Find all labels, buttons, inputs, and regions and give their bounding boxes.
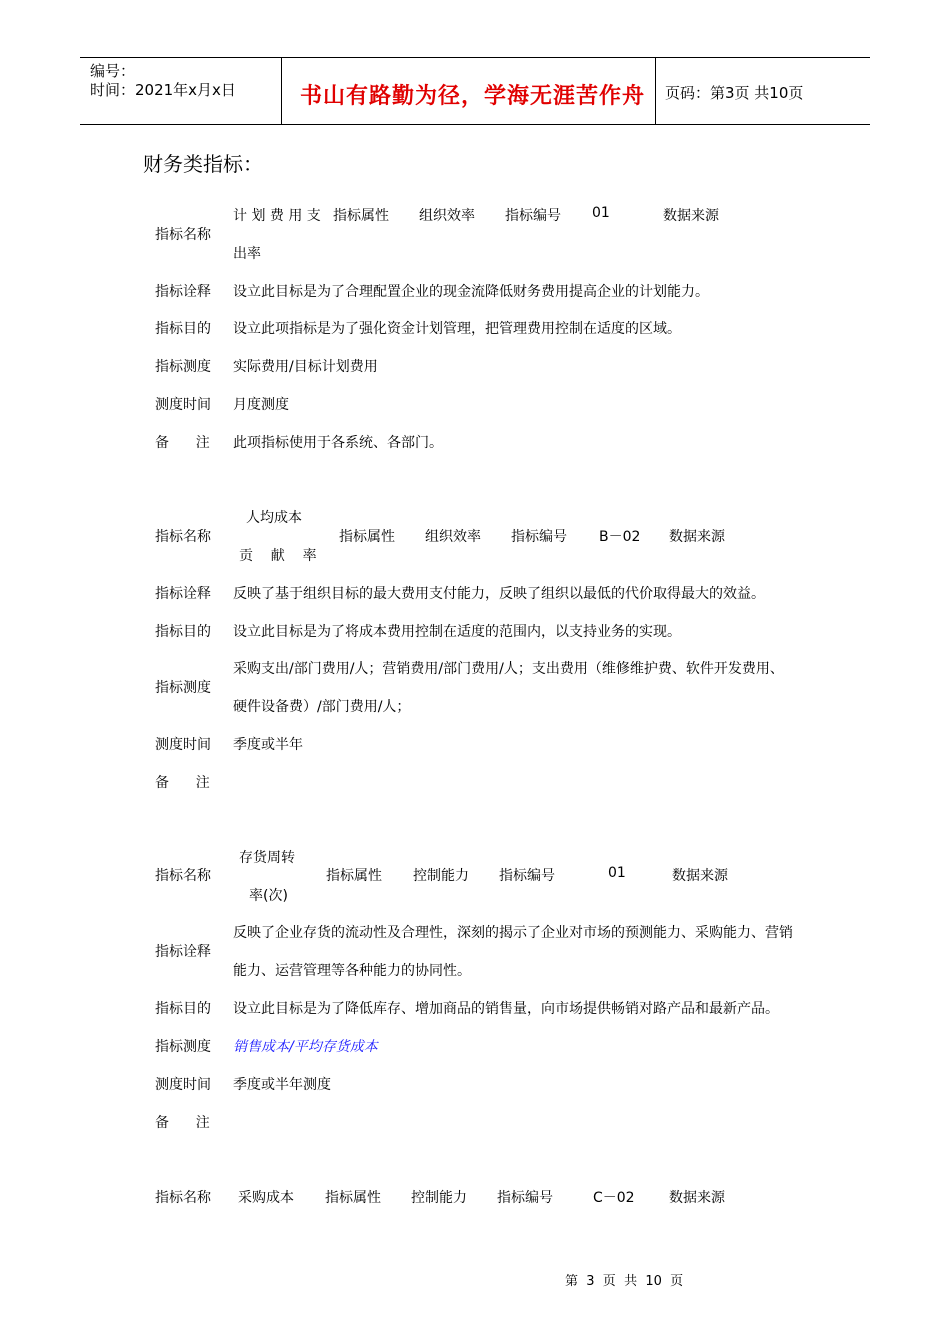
block4-name-label: 指标名称 — [155, 1190, 211, 1206]
block4-attr-label: 指标属性 — [325, 1190, 381, 1206]
block3-note-label: 备 注 — [155, 1115, 210, 1131]
header-time-label: 时间：2021年x月x日 — [90, 81, 236, 99]
block2-measure-value-line2: 硬件设备费）/部门费用/人； — [233, 699, 411, 715]
block2-measure-value-line1: 采购支出/部门费用/人；营销费用/部门费用/人；支出费用（维修维护费、软件开发费用、 — [233, 661, 784, 677]
header-bottom-rule — [80, 124, 870, 125]
block1-note-label: 备 注 — [155, 435, 210, 451]
block2-attr-label: 指标属性 — [339, 529, 395, 545]
block2-purpose-label: 指标目的 — [155, 624, 211, 640]
block3-code-value: 01 — [608, 865, 626, 881]
block2-name-label: 指标名称 — [155, 529, 211, 545]
block1-time-label: 测度时间 — [155, 397, 211, 413]
block1-measure-label: 指标测度 — [155, 359, 211, 375]
block3-time-label: 测度时间 — [155, 1077, 211, 1093]
block2-note-label: 备 注 — [155, 775, 210, 791]
block3-measure-link[interactable]: 销售成本/平均存货成本 — [233, 1039, 378, 1055]
block1-measure-value: 实际费用/目标计划费用 — [233, 359, 378, 375]
block3-source-label: 数据来源 — [672, 868, 728, 884]
block1-purpose-value: 设立此项指标是为了强化资金计划管理，把管理费用控制在适度的区域。 — [233, 321, 681, 337]
block2-code-label: 指标编号 — [511, 529, 567, 545]
block3-name-label: 指标名称 — [155, 868, 211, 884]
block4-source-label: 数据来源 — [669, 1190, 725, 1206]
header-number-label: 编号： — [90, 62, 136, 80]
block2-time-value: 季度或半年 — [233, 737, 303, 753]
block3-purpose-label: 指标目的 — [155, 1001, 211, 1017]
block1-time-value: 月度测度 — [233, 397, 289, 413]
header-page-label: 页码：第3页 共10页 — [665, 84, 804, 102]
block2-source-label: 数据来源 — [669, 529, 725, 545]
header-top-rule — [80, 57, 870, 58]
header-divider-2 — [655, 57, 656, 125]
block4-name-value: 采购成本 — [238, 1190, 294, 1206]
block2-attr-value: 组织效率 — [425, 529, 481, 545]
block1-code-label: 指标编号 — [505, 208, 561, 224]
block2-explain-label: 指标诠释 — [155, 586, 211, 602]
block3-purpose-value: 设立此目标是为了降低库存、增加商品的销售量，向市场提供畅销对路产品和最新产品。 — [233, 1001, 779, 1017]
block3-explain-label: 指标诠释 — [155, 944, 211, 960]
block1-attr-label: 指标属性 — [333, 208, 389, 224]
block3-measure-label: 指标测度 — [155, 1039, 211, 1055]
block2-purpose-value: 设立此目标是为了将成本费用控制在适度的范围内，以支持业务的实现。 — [233, 624, 681, 640]
block1-attr-value: 组织效率 — [419, 208, 475, 224]
block1-name-value-line1: 计 划 费 用 支 — [233, 208, 321, 224]
block3-code-label: 指标编号 — [499, 868, 555, 884]
block3-explain-value-line2: 能力、运营管理等各种能力的协同性。 — [233, 963, 471, 979]
block1-name-label: 指标名称 — [155, 227, 211, 243]
block1-purpose-label: 指标目的 — [155, 321, 211, 337]
block1-code-value: 01 — [592, 205, 610, 221]
block3-explain-value-line1: 反映了企业存货的流动性及合理性，深刻的揭示了企业对市场的预测能力、采购能力、营销 — [233, 925, 793, 941]
block2-name-value-line2: 贡 献 率 — [239, 548, 317, 564]
block4-code-value: C－02 — [593, 1190, 635, 1206]
block2-code-value: B－02 — [599, 529, 641, 545]
header-divider-1 — [281, 57, 282, 125]
block2-time-label: 测度时间 — [155, 737, 211, 753]
block3-attr-label: 指标属性 — [326, 868, 382, 884]
block3-name-value-line1: 存货周转 — [239, 850, 295, 866]
section-title: 财务类指标： — [143, 152, 263, 176]
block3-name-value-line2: 率(次) — [249, 888, 288, 904]
block1-explain-value: 设立此目标是为了合理配置企业的现金流降低财务费用提高企业的计划能力。 — [233, 284, 709, 300]
header-motto: 书山有路勤为径，学海无涯苦作舟 — [300, 84, 646, 109]
block3-attr-value: 控制能力 — [413, 868, 469, 884]
block1-explain-label: 指标诠释 — [155, 284, 211, 300]
block4-attr-value: 控制能力 — [411, 1190, 467, 1206]
block1-name-value-line2: 出率 — [233, 246, 261, 262]
block2-explain-value: 反映了基于组织目标的最大费用支付能力，反映了组织以最低的代价取得最大的效益。 — [233, 586, 765, 602]
block2-measure-label: 指标测度 — [155, 680, 211, 696]
block3-time-value: 季度或半年测度 — [233, 1077, 331, 1093]
block4-code-label: 指标编号 — [497, 1190, 553, 1206]
block2-name-value-line1: 人均成本 — [246, 510, 302, 526]
page-footer: 第 3 页 共 10 页 — [565, 1274, 684, 1289]
block1-source-label: 数据来源 — [663, 208, 719, 224]
block1-note-value: 此项指标使用于各系统、各部门。 — [233, 435, 443, 451]
